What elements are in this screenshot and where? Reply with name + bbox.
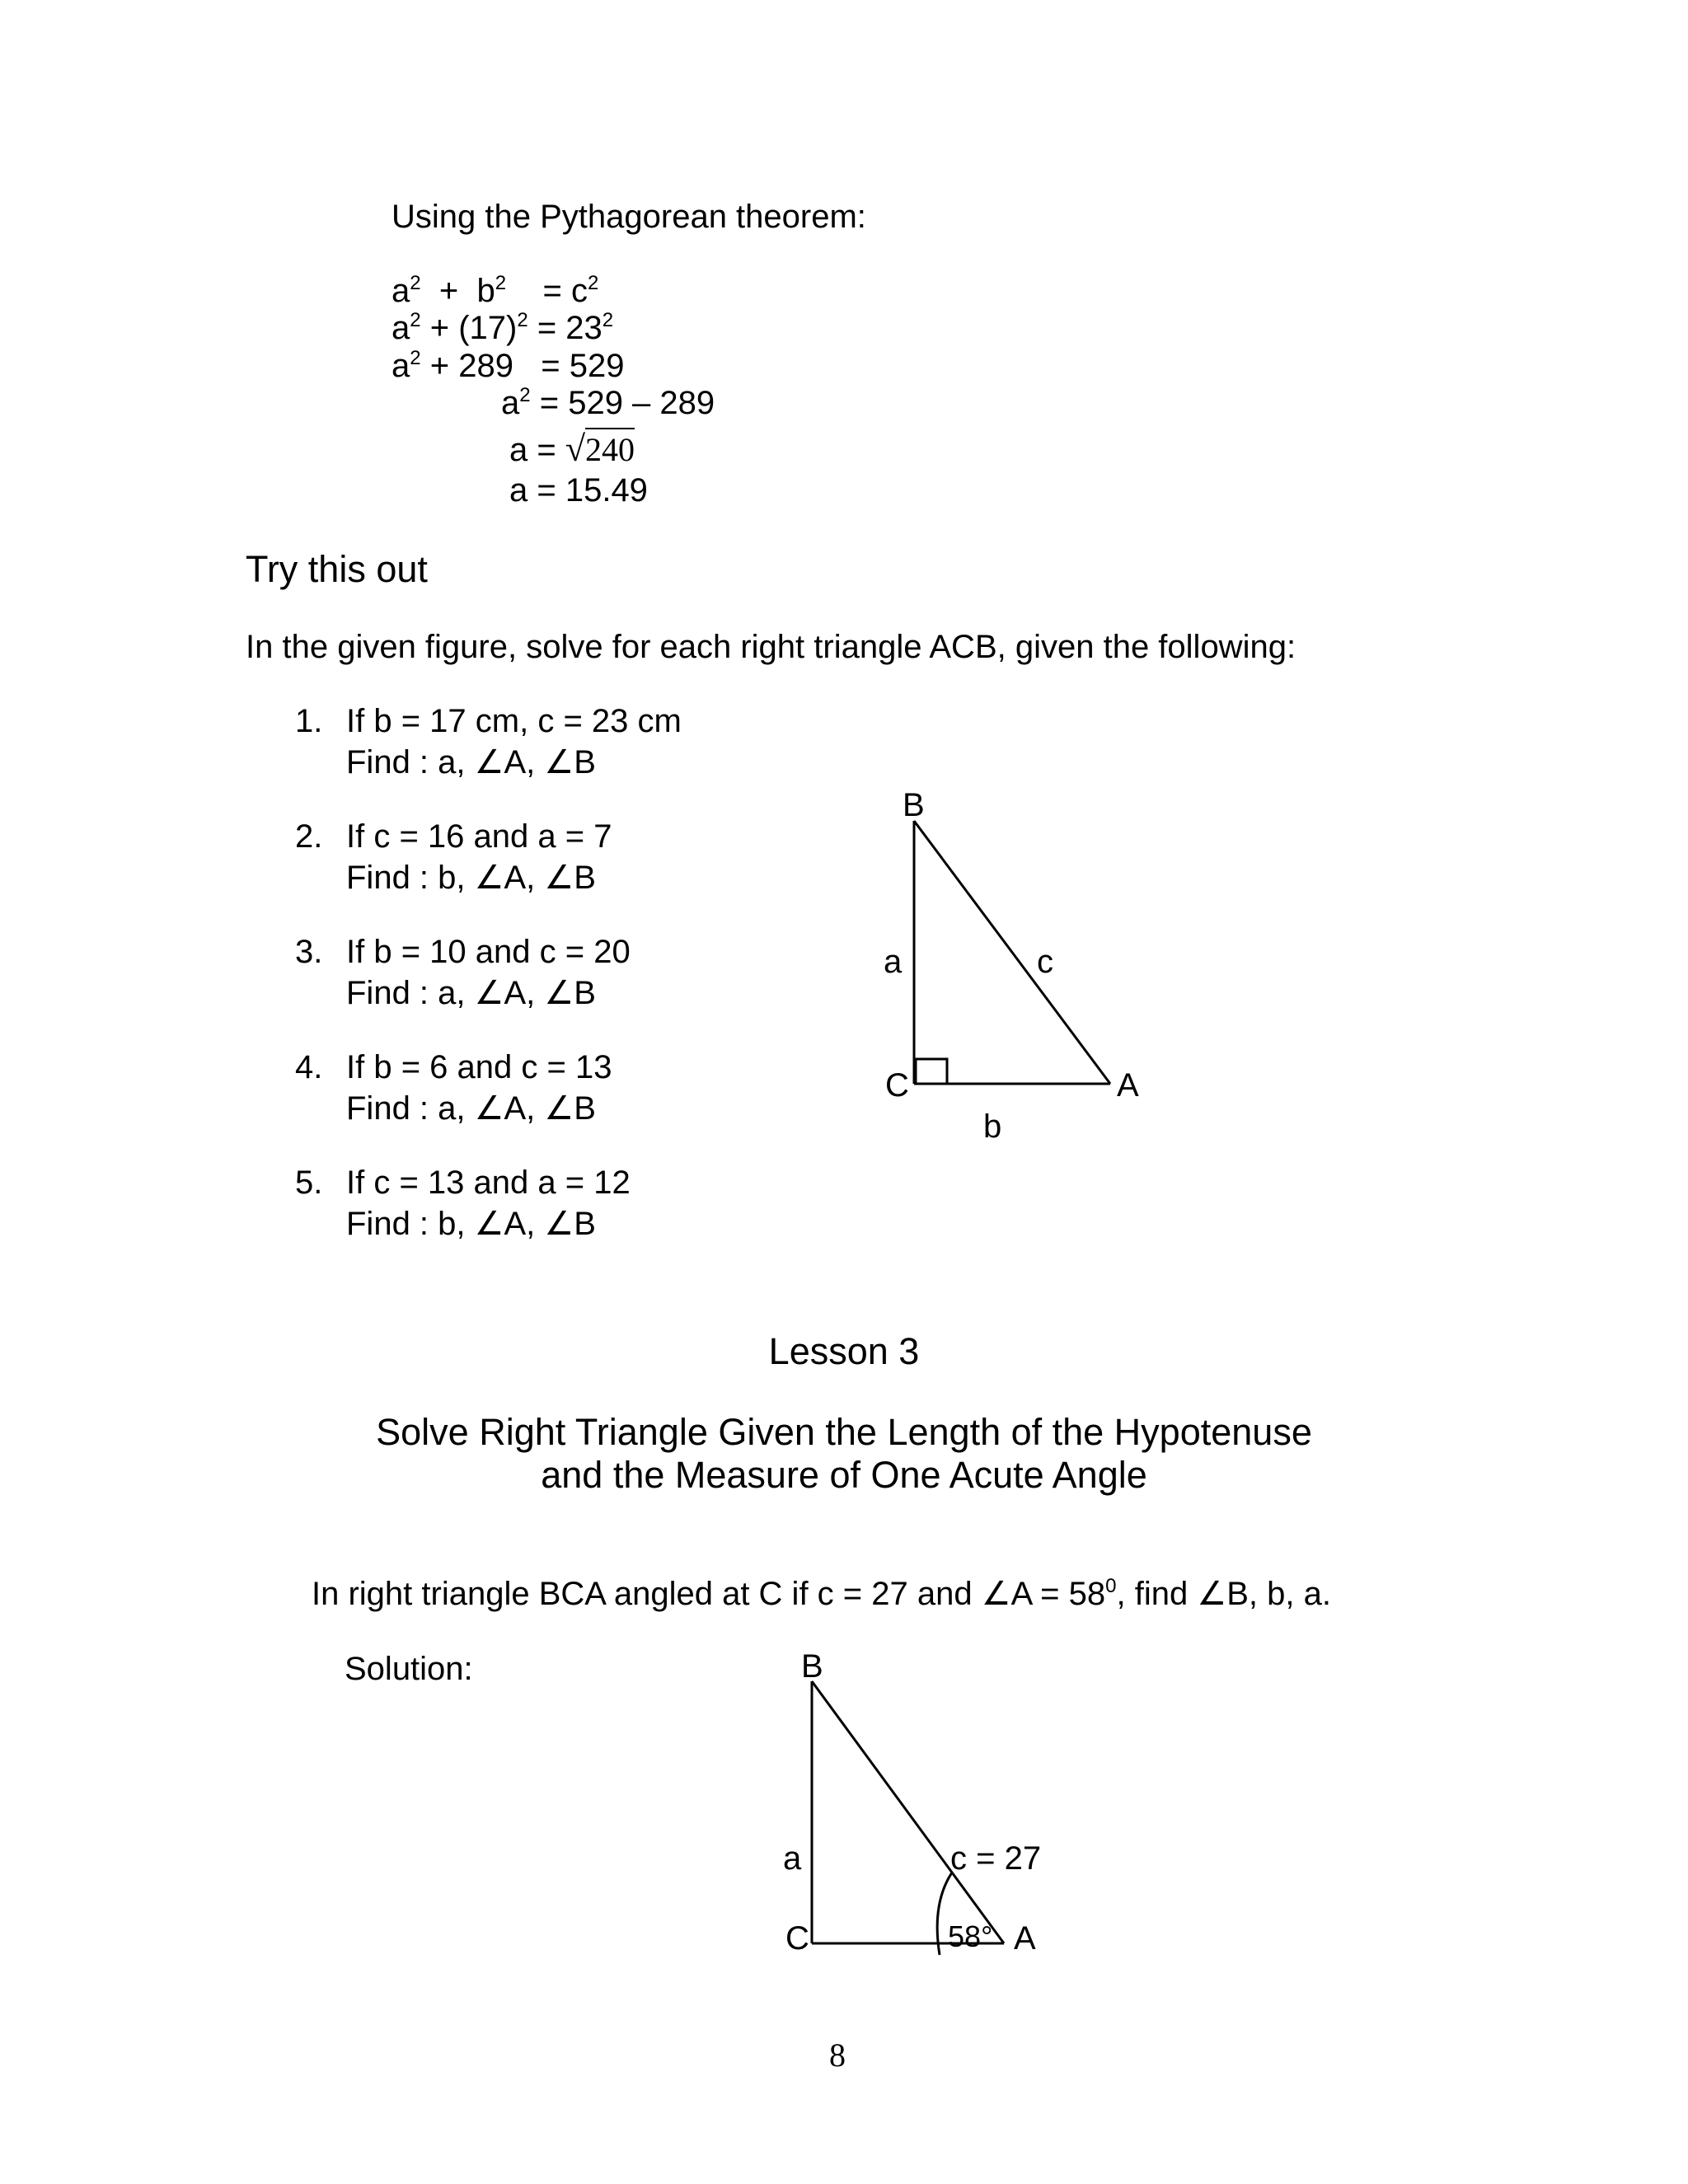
- item-given: If b = 6 and c = 13: [346, 1049, 612, 1085]
- item-number: 1.: [295, 703, 323, 739]
- item-number: 5.: [295, 1165, 323, 1201]
- item-find: Find : a, ∠ A, ∠ B: [346, 972, 631, 1014]
- step1-rhs: = c: [542, 273, 588, 309]
- radicand: 240: [585, 428, 635, 468]
- step1-b: b: [476, 273, 495, 309]
- step2-23-exp: 2: [602, 309, 614, 332]
- item-number: 3.: [295, 934, 323, 970]
- step4-rhs: = 529 – 289: [539, 385, 715, 421]
- problem-end: B, b, a.: [1226, 1576, 1331, 1612]
- step2-mid: + (17): [429, 310, 518, 346]
- step2-17-exp: 2: [517, 309, 528, 332]
- problem-text: In right triangle BCA angled at C if c = 27 and: [312, 1576, 982, 1612]
- problem-angle: A = 58: [1010, 1576, 1106, 1612]
- step1-a-exp: 2: [410, 272, 421, 295]
- item-number: 2.: [295, 818, 323, 855]
- step1-b-exp: 2: [495, 272, 507, 295]
- item-given: If b = 10 and c = 20: [346, 934, 631, 970]
- side-label-b: b: [983, 1108, 1002, 1145]
- step4-a: a: [501, 385, 520, 421]
- step1-plus: +: [438, 273, 459, 309]
- hypotenuse-line-2: [812, 1681, 1004, 1943]
- worked-example-intro: Using the Pythagorean theorem:: [392, 199, 866, 235]
- item-given: If b = 17 cm, c = 23 cm: [346, 703, 682, 739]
- vertex-label-b: B: [903, 787, 925, 823]
- angle-label-58: 58°: [948, 1919, 993, 1953]
- item-given: If c = 13 and a = 12: [346, 1165, 631, 1201]
- square-root-icon: √: [565, 429, 585, 469]
- lesson-heading-line-2: and the Measure of One Acute Angle: [541, 1454, 1147, 1496]
- step2-a: a: [392, 310, 410, 346]
- step2-a-exp: 2: [410, 309, 421, 332]
- vertex-label-c: C: [885, 1067, 909, 1104]
- step4-a-exp: 2: [519, 384, 531, 407]
- problem-find: , find: [1116, 1576, 1198, 1612]
- solution-label: Solution:: [345, 1651, 473, 1687]
- lesson-heading-line-1: Solve Right Triangle Given the Length of the Hypotenuse: [376, 1411, 1312, 1453]
- step3-a: a: [392, 348, 410, 384]
- vertex-label-a-2: A: [1014, 1920, 1036, 1957]
- page-number: 8: [829, 2036, 846, 2074]
- vertex-label-b-2: B: [801, 1648, 823, 1685]
- equation-step-6: a = 15.49: [509, 472, 648, 509]
- item-given: If c = 16 and a = 7: [346, 818, 612, 855]
- item-find: Find : a, ∠ A, ∠ B: [346, 742, 682, 783]
- step5-lhs: a =: [509, 432, 556, 468]
- item-find: Find : b, ∠ A, ∠ B: [346, 1203, 631, 1244]
- item-number: 4.: [295, 1049, 323, 1085]
- step2-rhs: = 23: [537, 310, 603, 346]
- side-label-c-2: c = 27: [950, 1840, 1042, 1877]
- step1-c-exp: 2: [587, 272, 599, 295]
- problem-degree: 0: [1105, 1575, 1117, 1598]
- step1-a: a: [392, 273, 410, 309]
- side-label-a: a: [884, 944, 903, 980]
- try-this-heading: Try this out: [246, 548, 428, 590]
- step3-rhs: = 529: [541, 348, 625, 384]
- step3-rest: + 289: [429, 348, 513, 384]
- side-label-c: c: [1037, 944, 1053, 980]
- item-find: Find : b, ∠ A, ∠ B: [346, 857, 612, 898]
- vertex-label-c-2: C: [785, 1920, 809, 1957]
- lesson-title: Lesson 3: [768, 1330, 920, 1372]
- try-this-instruction: In the given figure, solve for each right triangle ACB, given the following:: [246, 629, 1296, 665]
- step3-a-exp: 2: [410, 347, 421, 370]
- item-find: Find : a, ∠ A, ∠ B: [346, 1088, 612, 1129]
- side-label-a-2: a: [783, 1840, 802, 1877]
- vertex-label-a: A: [1117, 1067, 1139, 1104]
